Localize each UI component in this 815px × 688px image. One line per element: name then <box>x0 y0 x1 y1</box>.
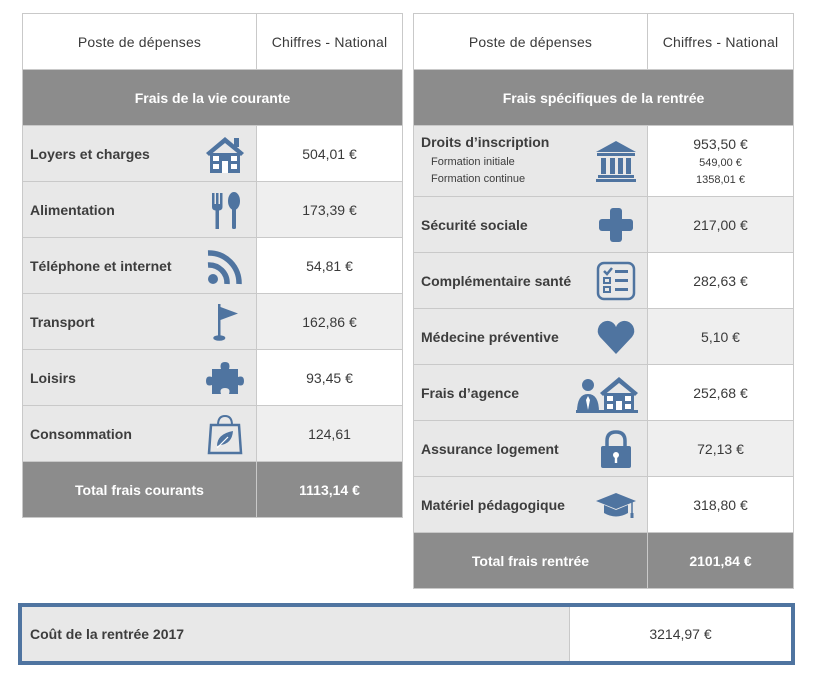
row-label: Loisirs <box>30 369 76 386</box>
row-value: 124,61 <box>257 406 403 462</box>
table-row <box>414 197 794 253</box>
agent-house-icon <box>575 371 639 415</box>
sub-label: Formation initiale <box>431 156 515 168</box>
total-label: Total frais courants <box>23 462 257 518</box>
institution-icon <box>593 139 639 183</box>
row-label: Complémentaire santé <box>421 272 572 289</box>
table-row <box>414 309 794 365</box>
summary-value: 3214,97 € <box>570 607 791 661</box>
table-row <box>23 126 403 182</box>
row-value: 953,50 € <box>693 136 748 152</box>
table-row <box>414 126 794 197</box>
row-label: Médecine préventive <box>421 328 559 345</box>
column-header-national: Chiffres - National <box>648 14 794 70</box>
fork-spoon-icon <box>202 188 248 232</box>
total-value: 1113,14 € <box>257 462 403 518</box>
row-value: 282,63 € <box>648 253 794 309</box>
sub-label: Formation continue <box>431 173 526 185</box>
section-title: Frais de la vie courante <box>23 70 403 126</box>
sub-value: 549,00 € <box>699 157 742 169</box>
table-row <box>414 477 794 533</box>
heart-icon <box>593 315 639 359</box>
row-value: 217,00 € <box>648 197 794 253</box>
column-header-expense: Poste de dépenses <box>414 14 648 70</box>
row-value: 72,13 € <box>648 421 794 477</box>
table-row <box>414 253 794 309</box>
table-row <box>414 365 794 421</box>
section-title: Frais spécifiques de la rentrée <box>414 70 794 126</box>
house-icon <box>202 132 248 176</box>
column-header-expense: Poste de dépenses <box>23 14 257 70</box>
summary-label: Coût de la rentrée 2017 <box>22 607 570 661</box>
checklist-icon <box>593 259 639 303</box>
row-value: 504,01 € <box>257 126 403 182</box>
table-row <box>23 350 403 406</box>
medical-cross-icon <box>593 203 639 247</box>
row-label: Frais d’agence <box>421 384 520 401</box>
row-label: Droits d’inscription <box>421 134 550 150</box>
row-value: 173,39 € <box>257 182 403 238</box>
row-label: Matériel pédagogique <box>421 496 565 513</box>
row-value: 5,10 € <box>648 309 794 365</box>
padlock-icon <box>593 427 639 471</box>
daily-costs-table <box>22 13 403 518</box>
row-value: 93,45 € <box>257 350 403 406</box>
table-row <box>23 294 403 350</box>
row-value: 252,68 € <box>648 365 794 421</box>
total-value: 2101,84 € <box>648 533 794 589</box>
row-label: Sécurité sociale <box>421 216 528 233</box>
row-label: Loyers et charges <box>30 145 150 162</box>
total-cost-summary <box>18 603 795 665</box>
row-label: Consommation <box>30 425 132 442</box>
flag-pin-icon <box>202 300 248 344</box>
table-row <box>23 406 403 462</box>
column-header-national: Chiffres - National <box>257 14 403 70</box>
row-label: Transport <box>30 313 95 330</box>
wifi-signal-icon <box>202 244 248 288</box>
row-value: 318,80 € <box>648 477 794 533</box>
table-row <box>23 238 403 294</box>
row-label: Téléphone et internet <box>30 257 172 274</box>
row-value: 54,81 € <box>257 238 403 294</box>
total-label: Total frais rentrée <box>414 533 648 589</box>
row-label: Alimentation <box>30 201 115 218</box>
shopping-bag-icon <box>202 412 248 456</box>
table-row <box>23 182 403 238</box>
back-to-school-costs-table <box>413 13 794 589</box>
row-label: Assurance logement <box>421 440 559 457</box>
sub-value: 1358,01 € <box>696 174 745 186</box>
table-row <box>414 421 794 477</box>
graduation-cap-icon <box>593 483 639 527</box>
puzzle-icon <box>202 356 248 400</box>
row-value: 162,86 € <box>257 294 403 350</box>
